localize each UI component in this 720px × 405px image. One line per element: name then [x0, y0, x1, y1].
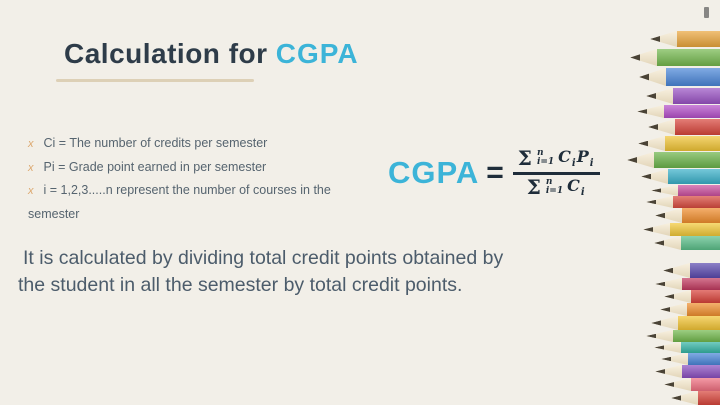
sigma-symbol: Σ: [526, 174, 541, 199]
colored-pencil-icon: [654, 236, 720, 250]
list-item-text: Pi = Grade point earned in per semester: [43, 159, 267, 174]
sigma-upper-limit: n: [536, 148, 544, 159]
colored-pencil-icon: [648, 119, 720, 135]
list-item-text: Ci = The number of credits per semester: [43, 136, 268, 150]
colored-pencil-icon: [660, 303, 720, 316]
slide-title-text: Calculation for: [64, 38, 276, 69]
slide-title-highlight: CGPA: [275, 38, 359, 69]
colored-pencil-icon: [650, 31, 720, 47]
colored-pencil-icon: [651, 185, 720, 196]
title-underline-rule: [56, 79, 254, 82]
colored-pencil-icon: [637, 105, 720, 118]
colored-pencil-icon: [643, 223, 720, 236]
sigma-upper-limit: n: [545, 176, 553, 187]
sigma-symbol: Σ: [517, 146, 532, 171]
list-item: [28, 156, 363, 180]
formula-equals-sign: =: [486, 156, 504, 189]
list-item: [28, 132, 363, 156]
formula-denominator: [522, 175, 591, 200]
sigma-limits: [546, 178, 563, 196]
colored-pencil-icon: [639, 68, 720, 86]
colored-pencil-icon: [641, 169, 720, 184]
list-item: [28, 179, 363, 225]
numerator-expression: $C_iP_i$: [558, 147, 595, 170]
sigma-lower-limit: i=1: [545, 185, 564, 196]
colored-pencil-icon: [646, 196, 720, 208]
colored-pencil-icon: [638, 136, 720, 151]
colored-pencil-icon: [664, 290, 720, 303]
colored-pencil-icon: [646, 88, 720, 104]
slide-title: [64, 38, 359, 70]
definition-list: [28, 132, 363, 225]
list-item-text: i = 1,2,3.....n represent the number of courses in the semester: [28, 183, 331, 221]
denominator-expression: $C_i$: [567, 175, 586, 198]
colored-pencil-icon: [664, 378, 720, 391]
colored-pencil-icon: [655, 278, 720, 290]
cgpa-formula: [388, 138, 600, 208]
colored-pencil-icon: [655, 208, 720, 223]
sigma-limits: [537, 149, 554, 167]
sigma-lower-limit: i=1: [536, 157, 555, 168]
x-bullet-icon: x: [28, 138, 34, 150]
body-paragraph: It is calculated by dividing total credit points obtained by the student in all the semester by total credit points.: [18, 247, 504, 296]
colored-pencil-icon: [646, 330, 720, 342]
colored-pencil-icon: [627, 152, 720, 168]
slide-number-mark: [704, 7, 709, 18]
colored-pencil-icon: [655, 365, 720, 378]
colored-pencil-icon: [663, 263, 720, 278]
colored-pencil-icon: [654, 342, 720, 353]
colored-pencil-icon: [651, 316, 720, 330]
formula-numerator: [513, 146, 600, 174]
formula-lhs: CGPA: [388, 155, 480, 190]
x-bullet-icon: x: [28, 185, 34, 197]
colored-pencil-icon: [630, 49, 720, 66]
x-bullet-icon: x: [28, 161, 34, 174]
formula-fraction: [513, 146, 600, 199]
colored-pencil-icon: [661, 353, 720, 365]
colored-pencil-icon: [671, 391, 720, 405]
